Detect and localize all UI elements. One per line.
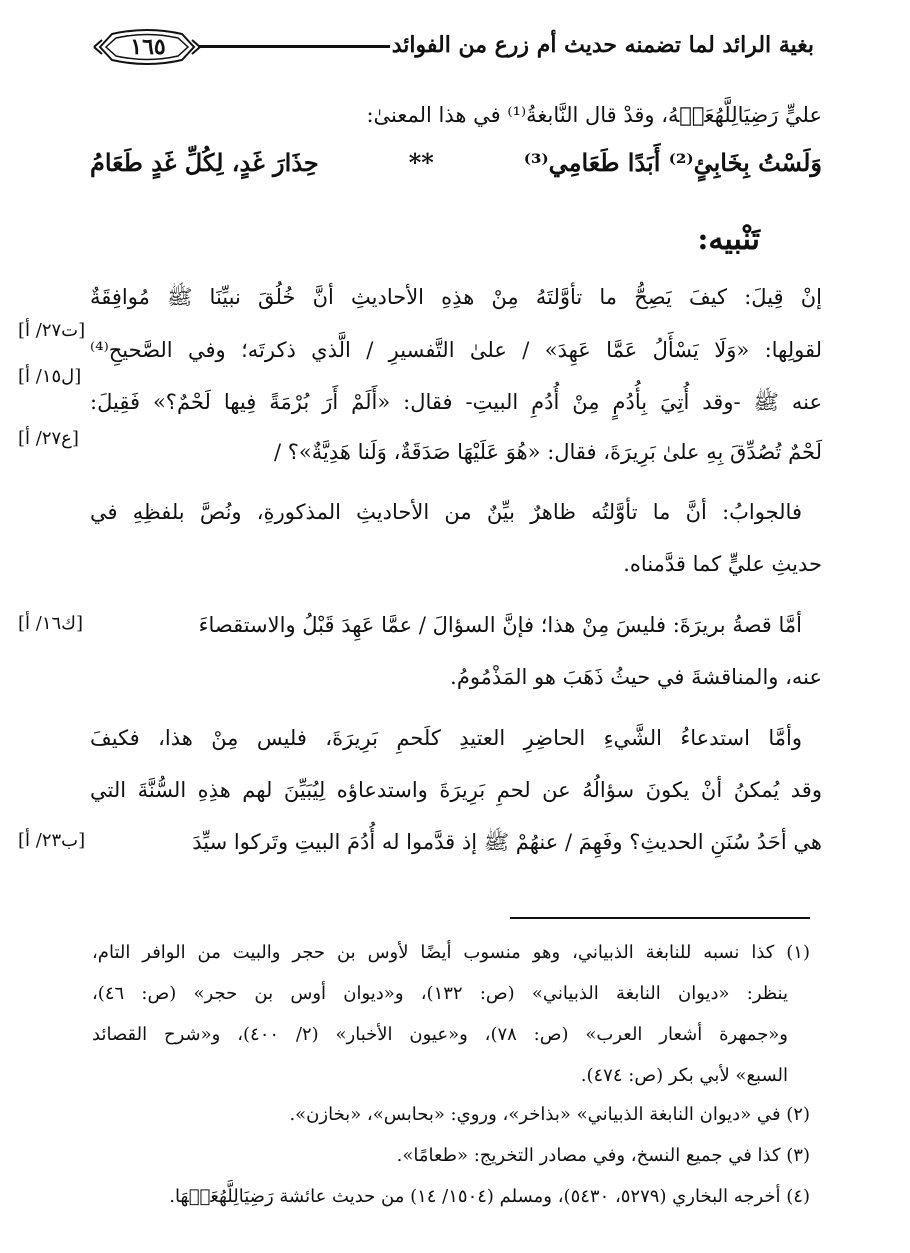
verse-separator: ** <box>408 148 434 177</box>
body-line: عنه، والمناقشةَ في حيثُ ذَهَبَ هو المَذْمُومُ. <box>450 665 822 689</box>
margin-reference: [ل١٥/ أ] <box>18 366 82 387</box>
margin-reference: [ت٢٧/ أ] <box>18 320 86 341</box>
footnote-line: (١) كذا نسبه للنابغة الذبياني، وهو منسوب أيضًا لأوس بن حجر والبيت من الوافر التام، <box>92 942 810 963</box>
page-number: ١٦٥ <box>130 34 166 60</box>
margin-reference: [ك١٦/ أ] <box>18 613 84 634</box>
body-line: عليٍّ رَضِيَالِلَّهُعَنۡهُ، وقدْ قال النَّابغةُ⁽¹⁾ في هذا المعنىٰ: <box>366 103 822 127</box>
margin-reference: [ع٢٧/ أ] <box>18 428 79 449</box>
footnote-line: و«جمهرة أشعار العرب» (ص: ٧٨)، و«عيون الأخبار» (٢/ ٤٠٠)، و«شرح القصائد <box>92 1024 788 1045</box>
section-heading: تَنْبيه: <box>697 222 760 257</box>
header-rule <box>198 45 390 48</box>
body-line: هي أحَدُ سُنَنِ الحديثِ؟ وفَهِمَ / عنهُمْ ﷺ إذ قدَّموا له أُدُمَ البيتِ وتَركوا سيِّدَ <box>192 830 822 854</box>
verse-first-hemistich: وَلَسْتُ بِخَابِئٍ⁽²⁾ أَبَدًا طَعَامِي⁽³⁾ <box>523 148 822 177</box>
footnote-line: (٣) كذا في جميع النسخ، وفي مصادر التخريج: «طعامًا». <box>396 1145 810 1166</box>
body-line: أمَّا قصةُ بريرَةَ: فليسَ مِنْ هذا؛ فإنَّ السؤالَ / عمَّا عَهِدَ قَبْلُ والاستقصاءَ <box>198 613 802 637</box>
body-line: فالجوابُ: أنَّ ما تأوَّلتُه ظاهرٌ بيِّنٌ من الأحاديثِ المذكورةِ، ونُصَّ بلفظِهِ في <box>90 500 802 524</box>
body-line: لقولِها: «وَلَا يَسْأَلُ عَمَّا عَهِدَ» / علىٰ التَّفسيرِ / الَّذي ذكرتَه؛ وفي الصَّحيحِ⁽⁴⁾ <box>90 338 822 362</box>
footnote-line: السبع» لأبي بكر (ص: ٤٧٤). <box>580 1065 788 1086</box>
body-line: لَحْمٌ تُصُدِّقَ بِهِ علىٰ بَرِيرَةَ، فقال: «هُوَ عَلَيْهَا صَدَقَةٌ، وَلَنا هَدِيَّةٌ»؟ / <box>274 440 822 464</box>
poem-verse <box>90 148 822 177</box>
verse-second-hemistich: حِذَارَ غَدٍ، لِكُلِّ غَدٍ طَعَامُ <box>90 148 319 177</box>
body-line: إنْ قِيلَ: كيفَ يَصِحُّ ما تأوَّلتَهُ مِنْ هذِهِ الأحاديثِ أنَّ خُلُقَ نبيِّنَا ﷺ مُوافِقَةٌ <box>90 285 822 309</box>
running-title: بغية الرائد لما تضمنه حديث أم زرع من الفوائد <box>391 32 814 58</box>
footnote-divider <box>510 917 810 919</box>
footnote-line: ينظر: «ديوان النابغة الذبياني» (ص: ١٣٢)، و«ديوان أوس بن حجر» (ص: ٤٦)، <box>92 983 788 1004</box>
body-line: حديثِ عليٍّ كما قدَّمناه. <box>623 552 822 576</box>
body-line: وقد يُمكنُ أنْ يكونَ سؤالُهُ عن لحمِ بَرِيرَةَ واستدعاؤه لِيُبَيِّنَ لهم هذِهِ السُّنَّةَ التي <box>90 778 822 802</box>
body-line: عنه ﷺ -وقد أُتِيَ بِأُدُمٍ مِنْ أُدُمِ البيتِ- فقال: «أَلَمْ أَرَ بُرْمَةً فِيها لَحْمٌ؟» فَقِيلَ: <box>90 390 822 414</box>
footnote-line: (٤) أخرجه البخاري (٥٢٧٩، ٥٤٣٠)، ومسلم (١٥٠٤/ ١٤) من حديث عائشة رَضِيَالِلَّهُعَنۡهَا. <box>169 1186 810 1207</box>
body-line: وأمَّا استدعاءُ الشَّيءِ الحاضِرِ العتيدِ كلَحمِ بَرِيرَةَ، فليس مِنْ هذا، فكيفَ <box>90 726 802 750</box>
margin-reference: [ب٢٣/ أ] <box>18 830 86 851</box>
footnote-line: (٢) في «ديوان النابغة الذبياني» «بذاخر»، وروي: «بحابس»، «بخازن». <box>289 1104 810 1125</box>
